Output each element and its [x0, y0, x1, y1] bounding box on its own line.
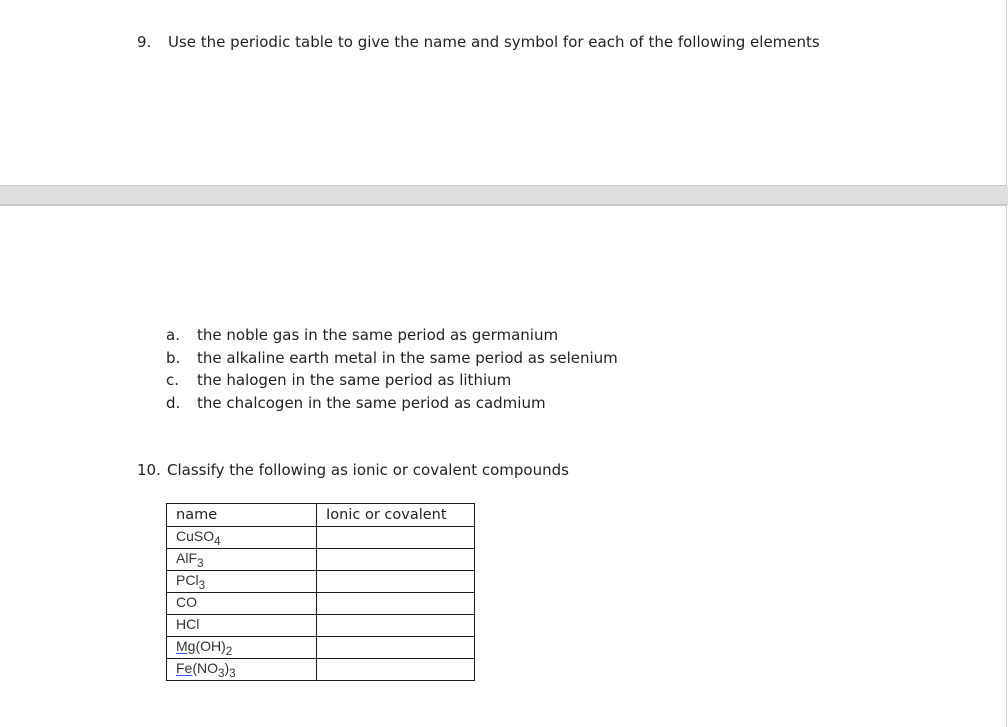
compound-name: $Mg(OH)_2$ [167, 637, 317, 659]
question-10 [137, 461, 569, 479]
item-letter: c. [166, 371, 180, 390]
answer-cell[interactable] [317, 593, 475, 615]
answer-cell[interactable] [317, 549, 475, 571]
table-row [167, 527, 475, 549]
list-item [166, 393, 618, 416]
list-item [166, 325, 618, 348]
compounds-table [166, 503, 475, 681]
answer-cell[interactable] [317, 571, 475, 593]
table-row [167, 593, 475, 615]
compound-name: $Fe(NO_3)_3$ [167, 659, 317, 681]
item-letter: b. [166, 348, 181, 367]
item-text: the alkaline earth metal in the same period as selenium [197, 348, 618, 367]
table-row [167, 571, 475, 593]
answer-cell[interactable] [317, 659, 475, 681]
item-letter: d. [166, 393, 181, 412]
document-page-top [0, 0, 1007, 186]
question-9 [137, 33, 820, 51]
compound-name: HCl [167, 615, 317, 637]
compound-name: CuSO$_4$ [167, 527, 317, 549]
question-9-subitems [166, 325, 618, 415]
table-row [167, 615, 475, 637]
answer-cell[interactable] [317, 615, 475, 637]
header-ionic-or-covalent: Ionic or covalent [317, 504, 475, 527]
item-letter: a. [166, 326, 180, 344]
table-row [167, 659, 475, 681]
table-row [167, 549, 475, 571]
list-item [166, 370, 618, 393]
question-number: 10. [137, 461, 161, 479]
compound-name: PCl$_3$ [167, 571, 317, 593]
compound-name: AlF$_3$ [167, 549, 317, 571]
question-number: 9. [137, 33, 152, 51]
list-item [166, 348, 618, 371]
answer-cell[interactable] [317, 527, 475, 549]
question-prompt: Classify the following as ionic or covalent compounds [167, 461, 569, 479]
answer-cell[interactable] [317, 637, 475, 659]
page-break-gap [0, 186, 1008, 205]
header-name: name [167, 504, 317, 527]
table-row [167, 637, 475, 659]
item-text: the halogen in the same period as lithium [197, 371, 512, 390]
compound-name: CO [167, 593, 317, 615]
item-text: the noble gas in the same period as germanium [197, 326, 559, 344]
item-text: the chalcogen in the same period as cadmium [197, 393, 546, 412]
table-header-row [167, 504, 475, 527]
question-prompt: Use the periodic table to give the name and symbol for each of the following elements [168, 33, 820, 51]
